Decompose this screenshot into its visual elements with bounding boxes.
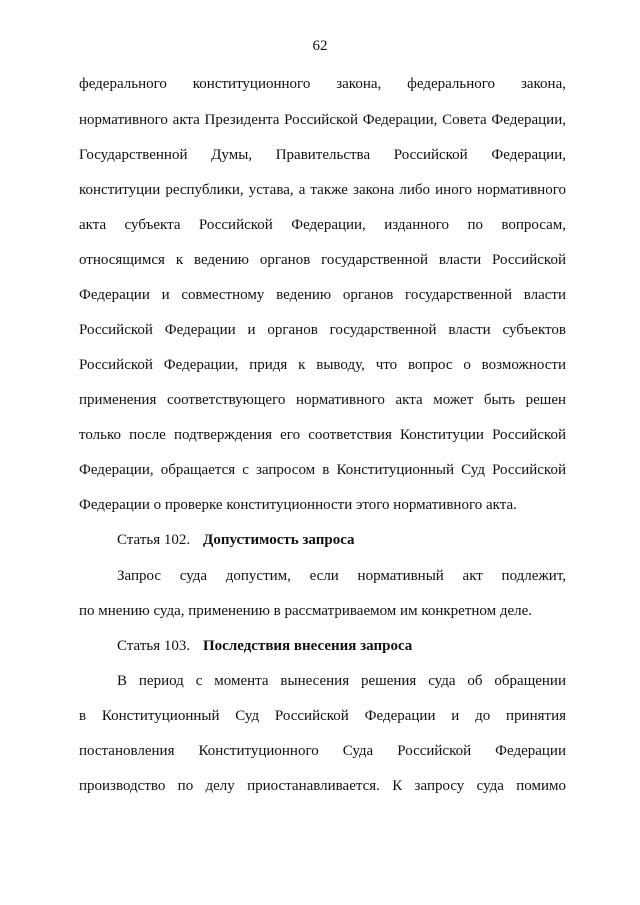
article-102-title: Допустимость запроса	[203, 532, 355, 548]
text-line: Российской Федерации, придя к выводу, что вопрос о возможности	[79, 357, 566, 373]
article-102-number: Статья 102.	[117, 532, 191, 548]
text-line: Федерации, обращается с запросом в Конституционный Суд Российской	[79, 462, 566, 478]
text-line: только после подтверждения его соответствия Конституции Российской	[79, 427, 566, 443]
text-line: постановления Конституционного Суда Российской Федерации	[79, 743, 566, 759]
text-line: Российской Федерации и органов государственной власти субъектов	[79, 322, 566, 338]
text-line: относящимся к ведению органов государственной власти Российской	[79, 252, 566, 268]
text-line: нормативного акта Президента Российской Федерации, Совета Федерации,	[79, 112, 566, 128]
text-line: Запрос суда допустим, если нормативный акт подлежит,	[117, 568, 566, 584]
text-line: Федерации и совместному ведению органов государственной власти	[79, 287, 566, 303]
text-line: производство по делу приостанавливается. К запросу суда помимо	[79, 778, 566, 794]
text-line: в Конституционный Суд Российской Федерации и до принятия	[79, 708, 566, 724]
text-line: федерального конституционного закона, федерального закона,	[79, 76, 566, 92]
text-line: конституции республики, устава, а также закона либо иного нормативного	[79, 182, 566, 198]
text-line: акта субъекта Российской Федерации, изданного по вопросам,	[79, 217, 566, 233]
text-line: по мнению суда, применению в рассматриваемом им конкретном деле.	[79, 603, 533, 619]
article-103-title: Последствия внесения запроса	[203, 638, 413, 654]
text-line: применения соответствующего нормативного акта может быть решен	[79, 392, 566, 408]
article-102-heading	[117, 530, 566, 550]
article-103-heading	[117, 636, 566, 656]
page-number: 62	[312, 38, 328, 54]
text-line: Государственной Думы, Правительства Российской Федерации,	[79, 147, 566, 163]
article-103-number: Статья 103.	[117, 638, 191, 654]
text-line: В период с момента вынесения решения суда об обращении	[117, 673, 566, 689]
text-line: Федерации о проверке конституционности этого нормативного акта.	[79, 497, 517, 513]
